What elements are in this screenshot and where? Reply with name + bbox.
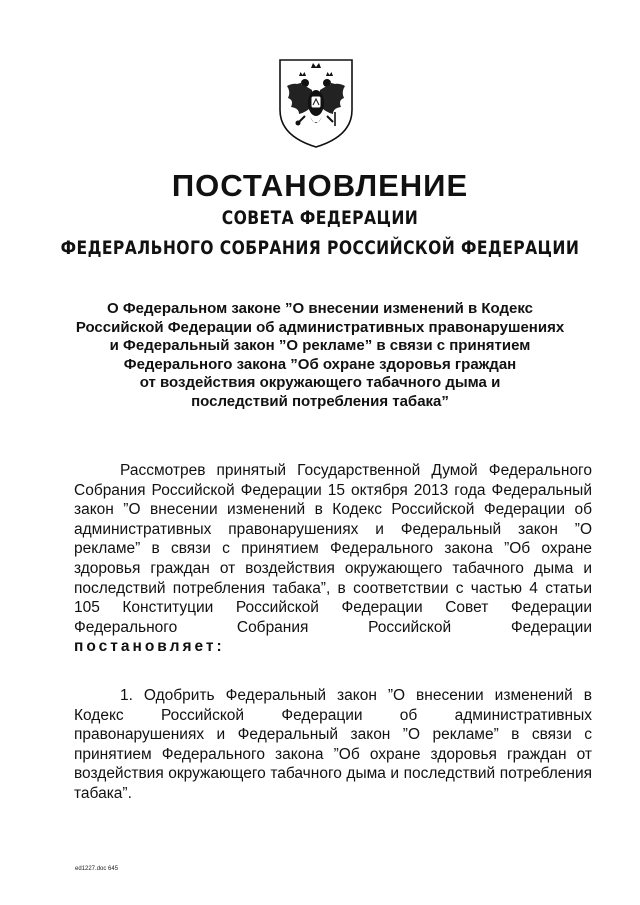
russian-coat-of-arms-icon [275, 56, 357, 150]
subject-line: и Федеральный закон ”О рекламе” в связи с принятием [109, 337, 531, 355]
issuer-line-1: СОВЕТА ФЕДЕРАЦИИ [221, 207, 419, 229]
subject-line: Федерального закона ”Об охране здоровья граждан [123, 355, 517, 373]
document-title: ПОСТАНОВЛЕНИЕ [171, 168, 469, 203]
subject-line: от воздействия окружающего табачного дыма и [139, 374, 501, 392]
resolves-word: постановляет: [74, 638, 225, 656]
preamble-paragraph [74, 461, 592, 657]
subject-line: последствий потребления табака” [191, 392, 449, 410]
document-code: ed1227.doc 645 [75, 866, 119, 872]
coat-of-arms-emblem [275, 56, 357, 150]
preamble-text: Рассмотрев принятый Государственной Думой Федерального Собрания Российской Федерации 15 октября 2013 года Федеральный закон ”О внесении изменений в Кодекс Российской Федерации об административных правонарушениях и Федеральный закон ”О рекламе” в связи с принятием Федерального закона ”Об охране здоровья граждан от воздействия окружающего табачного дыма и последствий потребления табака”, в соответствии с частью 4 статьи 105 Конституции Российской Федерации Совет Федерации Федерального Собрания Российской Федерации [74, 462, 592, 636]
subject-line: О Федеральном законе ”О внесении изменений в Кодекс [107, 300, 533, 317]
resolution-item-1: 1. Одобрить Федеральный закон ”О внесении изменений в Кодекс Российской Федерации об административных правонарушениях и Федеральный закон ”О рекламе” в связи с принятием Федерального закона ”Об охране здоровья граждан от воздействия окружающего табачного дыма и последствий потребления табака”. [74, 687, 592, 802]
document-subject [48, 300, 592, 412]
issuer-line-2: ФЕДЕРАЛЬНОГО СОБРАНИЯ РОССИЙСКОЙ ФЕДЕРАЦИИ [60, 237, 580, 259]
subject-line: Российской Федерации об административных правонарушениях [75, 318, 565, 336]
